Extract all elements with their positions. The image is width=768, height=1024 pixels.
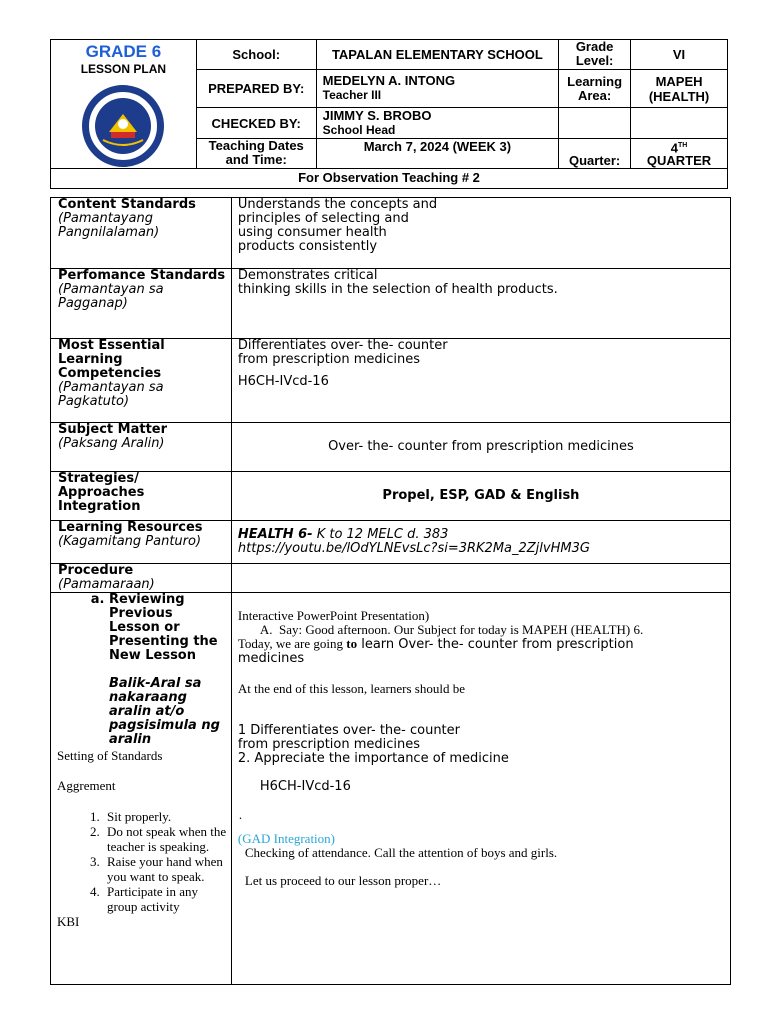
- grade-title: GRADE 6: [85, 42, 162, 61]
- end-lesson-text: At the end of this lesson, learners should be: [237, 681, 465, 696]
- melc-line: Differentiates over- the- counter: [237, 338, 448, 353]
- deped-seal-icon: [81, 84, 165, 168]
- resources-value-cell: [231, 521, 730, 564]
- resources-rest: K to 12 MELC d. 383: [312, 527, 449, 542]
- content-row: [51, 198, 731, 269]
- checked-name: JIMMY S. BROBO: [322, 108, 432, 124]
- resources-label: Learning Resources: [58, 520, 203, 535]
- prepared-cell: [316, 69, 559, 108]
- today-line2: medicines: [237, 651, 305, 666]
- resources-label-cell: [51, 521, 232, 564]
- content-label: Content Standards: [58, 197, 196, 212]
- say-text: Say: Good afternoon. Our Subject for today is MAPEH (HEALTH) 6.: [279, 622, 644, 637]
- subject-value: Over- the- counter from prescription medicines: [231, 423, 730, 472]
- resources-row: [51, 521, 731, 564]
- quarter-label: Quarter:: [559, 139, 631, 169]
- content-line: Understands the concepts and: [237, 197, 438, 212]
- rule-item: 3. Raise your hand when you want to speak.: [103, 854, 227, 884]
- empty-cell-a: [559, 108, 631, 139]
- melc-row: [51, 339, 731, 423]
- observation-title: For Observation Teaching # 2: [51, 169, 728, 189]
- melc-label: Most Essential Learning Competencies: [58, 338, 165, 381]
- performance-label-cell: [51, 269, 232, 339]
- content-line: using consumer health: [237, 225, 387, 240]
- dates-value: March 7, 2024 (WEEK 3): [316, 139, 559, 169]
- gad-integration: (GAD Integration): [237, 831, 335, 846]
- reviewing-item: a. Reviewing Previous Lesson or Presenting the New Lesson: [109, 593, 227, 663]
- empty-cell-b: [631, 108, 728, 139]
- reviewing-label-cell: [51, 593, 232, 985]
- subject-sub: (Paksang Aralin): [58, 436, 165, 451]
- checked-title: School Head: [322, 123, 396, 138]
- quarter-number: 4: [670, 140, 678, 156]
- subject-label-cell: [51, 423, 232, 472]
- reviewing-value-cell: [231, 593, 730, 985]
- resources-link: https://youtu.be/lOdYLNEvsLc?si=3RK2Ma_2ZjlvHM3G: [237, 541, 590, 556]
- lesson-table: [50, 197, 731, 985]
- quarter-value: [631, 139, 728, 169]
- say-letter: A.: [259, 622, 273, 637]
- procedure-value-cell: [231, 564, 730, 593]
- lesson-plan-title: LESSON PLAN: [80, 62, 167, 76]
- header-table: [50, 39, 728, 189]
- prepared-label: PREPARED BY:: [196, 69, 316, 108]
- rule-item: 4. Participate in any group activity: [103, 884, 227, 914]
- today-pre: Today, we are going: [237, 636, 347, 651]
- procedure-sub: (Pamamaraan): [58, 577, 155, 592]
- performance-line: Demonstrates critical: [237, 268, 378, 283]
- grade-level-label: Grade Level:: [559, 40, 631, 70]
- objective-1a: 1 Differentiates over- the- counter: [237, 723, 461, 738]
- objective-code: H6CH-IVcd-16: [259, 779, 351, 794]
- today-line: [238, 637, 724, 652]
- proceed-text: Let us proceed to our lesson proper…: [244, 873, 442, 888]
- learning-area-value: MAPEH (HEALTH): [631, 69, 728, 108]
- school-value: TAPALAN ELEMENTARY SCHOOL: [316, 40, 559, 70]
- melc-code: H6CH-IVcd-16: [237, 374, 329, 389]
- content-sub: (Pamantayang Pangnilalaman): [58, 211, 160, 240]
- procedure-label: Procedure: [58, 563, 134, 578]
- melc-line: from prescription medicines: [237, 352, 421, 367]
- strategies-label: Strategies/ Approaches Integration: [51, 472, 232, 521]
- prepared-name: MEDELYN A. INTONG: [322, 72, 456, 88]
- rule-item: 1. Sit properly.: [103, 809, 227, 824]
- content-label-cell: [51, 198, 232, 269]
- rule-item: 2. Do not speak when the teacher is speaking.: [103, 824, 227, 854]
- grade-level-value: VI: [631, 40, 728, 70]
- logo-cell: [51, 40, 197, 169]
- procedure-label-cell: [51, 564, 232, 593]
- interactive-text: Interactive PowerPoint Presentation): [237, 608, 430, 623]
- objective-2: 2. Appreciate the importance of medicine: [237, 751, 509, 766]
- school-label: School:: [196, 40, 316, 70]
- today-post: learn Over- the- counter from prescription: [357, 637, 634, 652]
- quarter-word: QUARTER: [646, 153, 712, 169]
- performance-label: Perfomance Standards: [58, 268, 226, 283]
- strategies-value: Propel, ESP, GAD & English: [231, 472, 730, 521]
- performance-row: [51, 269, 731, 339]
- performance-line: thinking skills in the selection of health products.: [237, 282, 558, 297]
- setting-standards: Setting of Standards: [57, 748, 163, 763]
- content-line: principles of selecting and: [237, 211, 409, 226]
- kbi-label: KBI: [57, 914, 80, 929]
- subject-label: Subject Matter: [58, 422, 168, 437]
- checking-text: Checking of attendance. Call the attention of boys and girls.: [244, 845, 558, 860]
- rules-list: [57, 809, 227, 914]
- content-line: products consistently: [237, 239, 378, 254]
- reviewing-list: [57, 593, 227, 663]
- checked-cell: [316, 108, 559, 139]
- melc-label-cell: [51, 339, 232, 423]
- say-line: [238, 623, 724, 637]
- performance-sub: (Pamantayan sa Pagganap): [58, 282, 164, 311]
- today-to: to: [346, 636, 358, 651]
- melc-value-cell: [231, 339, 730, 423]
- dot-text: .: [238, 807, 243, 822]
- performance-value-cell: [231, 269, 730, 339]
- quarter-sup: TH: [677, 142, 688, 150]
- reviewing-tagalog: Balik-Aral sa nakaraang aralin at/o pagsisimula ng aralin: [109, 676, 220, 747]
- strategies-row: [51, 472, 731, 521]
- prepared-title: Teacher III: [322, 87, 382, 102]
- procedure-row: [51, 564, 731, 593]
- reviewing-row: [51, 593, 731, 985]
- resources-bold: HEALTH 6-: [237, 527, 313, 542]
- melc-sub: (Pamantayan sa Pagkatuto): [58, 380, 164, 409]
- content-value-cell: [231, 198, 730, 269]
- subject-row: [51, 423, 731, 472]
- checked-label: CHECKED BY:: [196, 108, 316, 139]
- objective-1b: from prescription medicines: [237, 737, 421, 752]
- learning-area-label: Learning Area:: [559, 69, 631, 108]
- resources-sub: (Kagamitang Panturo): [58, 534, 202, 549]
- dates-label: Teaching Dates and Time:: [196, 139, 316, 169]
- agreement-heading: Aggrement: [57, 778, 116, 793]
